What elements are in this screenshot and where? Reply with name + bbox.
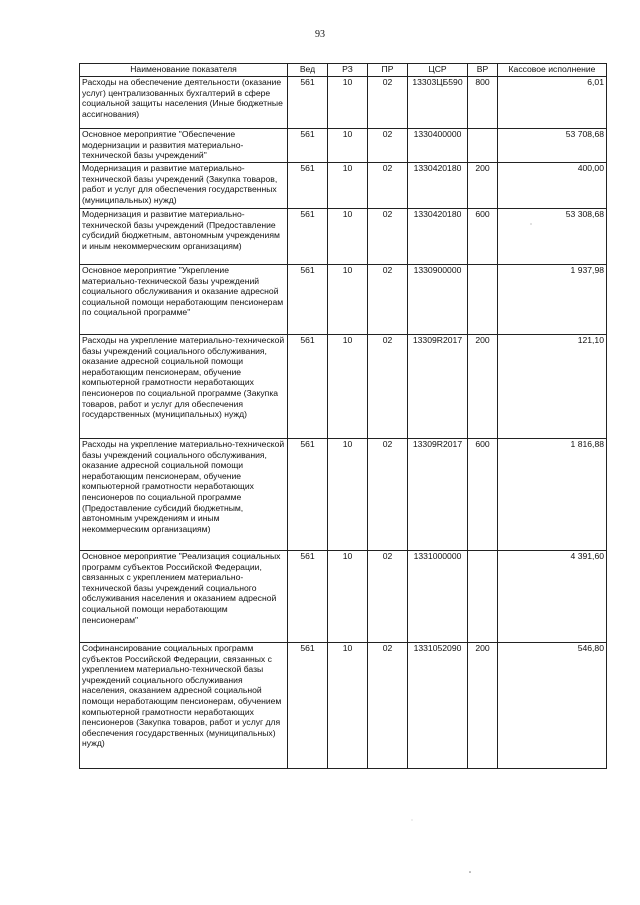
row-rz: 10 <box>328 335 368 439</box>
table-header-row <box>80 64 607 77</box>
row-vr: 600 <box>468 209 498 265</box>
header-cash-execution: Кассовое исполнение <box>498 64 607 77</box>
header-vr: ВР <box>468 64 498 77</box>
row-amount: 1 937,98 <box>498 265 607 335</box>
row-amount: 121,10 <box>498 335 607 439</box>
row-rz: 10 <box>328 265 368 335</box>
table-row <box>80 77 607 129</box>
row-pr: 02 <box>368 163 408 209</box>
table-row <box>80 163 607 209</box>
row-ved: 561 <box>288 439 328 551</box>
row-vr: 600 <box>468 439 498 551</box>
row-name: Модернизация и развитие материально-технической базы учреждений (Предоставление субсидий бюджетным, автономным учреждениям и иным некоммерческим организациям) <box>80 209 288 265</box>
row-pr: 02 <box>368 439 408 551</box>
row-vr <box>468 265 498 335</box>
row-rz: 10 <box>328 209 368 265</box>
row-amount: 4 391,60 <box>498 551 607 643</box>
row-vr <box>468 551 498 643</box>
row-amount: 546,80 <box>498 643 607 769</box>
row-rz: 10 <box>328 129 368 163</box>
row-pr: 02 <box>368 265 408 335</box>
row-csr: 13309R2017 <box>408 335 468 439</box>
row-rz: 10 <box>328 643 368 769</box>
header-pr: ПР <box>368 64 408 77</box>
row-amount: 6,01 <box>498 77 607 129</box>
header-csr: ЦСР <box>408 64 468 77</box>
row-name: Основное мероприятие "Укрепление материально-технической базы учреждений социального обслуживания и оказание адресной социальной помощи неработающим пенсионерам по социальной программе" <box>80 265 288 335</box>
row-csr: 13303ЦБ590 <box>408 77 468 129</box>
row-amount: 1 816,88 <box>498 439 607 551</box>
row-name: Расходы на укрепление материально-технической базы учреждений социального обслуживания, оказание адресной социальной помощи неработающим пенсионерам, обучение компьютерной грамотности неработающих пенсионеров по социальной программе (Закупка товаров, работ и услуг для обеспечения государственных (муниципальных) нужд) <box>80 335 288 439</box>
row-pr: 02 <box>368 551 408 643</box>
row-name: Расходы на обеспечение деятельности (оказание услуг) централизованных бухгалтерий в сфере социальной защиты населения (Иные бюджетные ассигнования) <box>80 77 288 129</box>
table-row <box>80 551 607 643</box>
row-vr: 200 <box>468 335 498 439</box>
row-csr: 1330420180 <box>408 163 468 209</box>
table-row <box>80 209 607 265</box>
row-vr: 800 <box>468 77 498 129</box>
row-amount: 400,00 <box>498 163 607 209</box>
row-ved: 561 <box>288 643 328 769</box>
header-ved: Вед <box>288 64 328 77</box>
row-name: Софинансирование социальных программ субъектов Российской Федерации, связанных с укреплением материально-технической базы учреждений социального обслуживания населения, оказанием адресной социальной помощи неработающим пенсионерам, обучением компьютерной грамотности неработающих пенсионеров (Закупка товаров, работ и услуг для обеспечения государственных (муниципальных) нужд) <box>80 643 288 769</box>
table-row <box>80 335 607 439</box>
row-csr: 13309R2017 <box>408 439 468 551</box>
row-name: Модернизация и развитие материально-технической базы учреждений (Закупка товаров, работ и услуг для обеспечения государственных (муниципальных) нужд) <box>80 163 288 209</box>
row-ved: 561 <box>288 335 328 439</box>
row-ved: 561 <box>288 265 328 335</box>
row-pr: 02 <box>368 129 408 163</box>
row-csr: 1330420180 <box>408 209 468 265</box>
table-row <box>80 643 607 769</box>
row-name: Основное мероприятие "Обеспечение модернизации и развития материально-технической базы учреждений" <box>80 129 288 163</box>
row-name: Основное мероприятие "Реализация социальных программ субъектов Российской Федерации, связанных с укреплением материально-технической базы учреждений социального обслуживания населения и оказанием адресной социальной помощи неработающим пенсионерам" <box>80 551 288 643</box>
header-indicator-name: Наименование показателя <box>80 64 288 77</box>
row-amount: 53 308,68 <box>498 209 607 265</box>
row-rz: 10 <box>328 439 368 551</box>
row-ved: 561 <box>288 209 328 265</box>
budget-execution-table <box>79 63 607 769</box>
row-csr: 1330400000 <box>408 129 468 163</box>
row-name: Расходы на укрепление материально-технической базы учреждений социального обслуживания, оказание адресной социальной помощи неработающим пенсионерам, обучение компьютерной грамотности неработающих пенсионеров по социальной программе (Предоставление субсидий бюджетным, автономным учреждениям и иным некоммерческим организациям) <box>80 439 288 551</box>
row-pr: 02 <box>368 643 408 769</box>
row-rz: 10 <box>328 77 368 129</box>
table-row <box>80 265 607 335</box>
row-rz: 10 <box>328 163 368 209</box>
table-row <box>80 129 607 163</box>
row-ved: 561 <box>288 163 328 209</box>
row-amount: 53 708,68 <box>498 129 607 163</box>
row-ved: 561 <box>288 77 328 129</box>
row-rz: 10 <box>328 551 368 643</box>
row-vr: 200 <box>468 163 498 209</box>
row-vr <box>468 129 498 163</box>
row-pr: 02 <box>368 335 408 439</box>
row-pr: 02 <box>368 209 408 265</box>
table-row <box>80 439 607 551</box>
row-pr: 02 <box>368 77 408 129</box>
row-vr: 200 <box>468 643 498 769</box>
row-ved: 561 <box>288 129 328 163</box>
header-rz: РЗ <box>328 64 368 77</box>
row-ved: 561 <box>288 551 328 643</box>
row-csr: 1330900000 <box>408 265 468 335</box>
page-number: 93 <box>315 29 325 40</box>
row-csr: 1331000000 <box>408 551 468 643</box>
scan-speck <box>412 820 413 821</box>
row-csr: 1331052090 <box>408 643 468 769</box>
scan-speck <box>469 871 471 873</box>
